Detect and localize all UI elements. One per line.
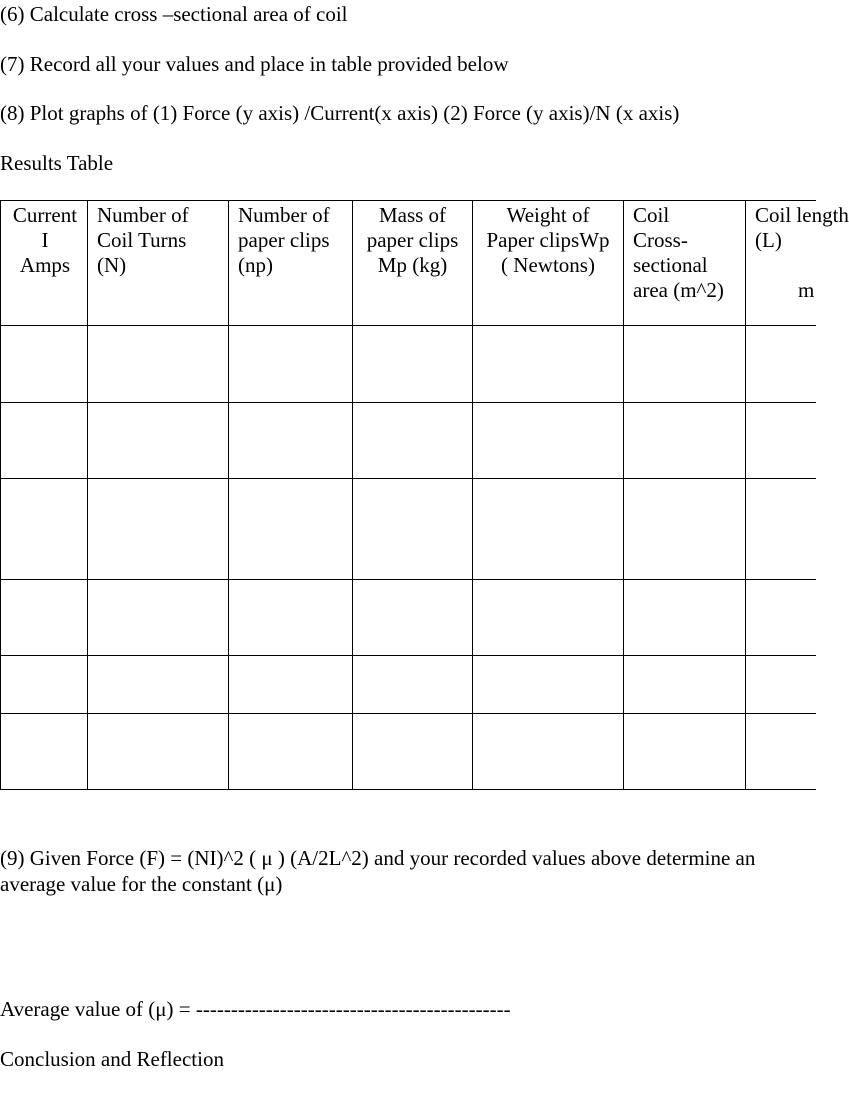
table-cell[interactable] — [229, 326, 352, 402]
header-coil-length — [755, 203, 849, 303]
table-cell[interactable] — [473, 656, 623, 713]
results-table-title: Results Table — [0, 151, 114, 175]
step-9-line: (9) Given Force (F) = (NI)^2 ( μ ) (A/2L^2) and your recorded values above determine an — [0, 846, 756, 870]
table-cell[interactable] — [353, 580, 472, 655]
header-current-line: I — [41, 228, 49, 252]
header-mass-line: paper clips — [366, 228, 459, 252]
table-cell[interactable] — [624, 479, 745, 579]
table-cell[interactable] — [88, 326, 228, 402]
table-cell[interactable] — [353, 326, 472, 402]
header-coil-turns-line: Coil Turns — [97, 228, 187, 252]
header-weight-line: ( Newtons) — [501, 253, 595, 277]
table-cell[interactable] — [624, 326, 745, 402]
header-weight-line: Weight of — [506, 203, 590, 227]
header-weight-line: Paper clipsWp — [486, 228, 610, 252]
table-cell[interactable] — [473, 580, 623, 655]
table-cell[interactable] — [353, 714, 472, 789]
header-coil-length-line: m — [798, 278, 815, 302]
table-cell[interactable] — [88, 580, 228, 655]
table-cell[interactable] — [353, 403, 472, 478]
table-cell[interactable] — [1, 580, 87, 655]
table-cell[interactable] — [229, 656, 352, 713]
header-coil-length-line: (L) — [755, 228, 782, 252]
table-cell[interactable] — [229, 580, 352, 655]
header-mass-line: Mp (kg) — [377, 253, 448, 277]
header-paper-clips-line: (np) — [238, 253, 273, 277]
header-paper-clips — [238, 203, 330, 278]
table-cell[interactable] — [1, 326, 87, 402]
step-9-instruction — [0, 845, 816, 897]
header-coil-turns-line: Number of — [97, 203, 189, 227]
table-cell[interactable] — [1, 403, 87, 478]
table-cell[interactable] — [229, 714, 352, 789]
table-cell[interactable] — [746, 656, 816, 713]
header-weight — [473, 203, 623, 278]
table-cell[interactable] — [746, 403, 816, 478]
conclusion-heading: Conclusion and Reflection — [0, 1047, 224, 1071]
table-cell[interactable] — [88, 479, 228, 579]
header-coil-turns — [97, 203, 189, 278]
header-area-line: Coil — [633, 203, 670, 227]
table-cell[interactable] — [473, 714, 623, 789]
table-cell[interactable] — [1, 479, 87, 579]
table-cell[interactable] — [1, 714, 87, 789]
header-coil-turns-line: (N) — [97, 253, 127, 277]
table-cell[interactable] — [473, 403, 623, 478]
step-9-line: average value for the constant (μ) — [0, 872, 283, 896]
table-cell[interactable] — [746, 580, 816, 655]
average-value-field[interactable]: Average value of (μ) = --------------------------------------------- — [0, 997, 511, 1021]
table-cell[interactable] — [473, 326, 623, 402]
table-cell[interactable] — [229, 479, 352, 579]
table-cell[interactable] — [746, 479, 816, 579]
table-cell[interactable] — [624, 580, 745, 655]
table-cell[interactable] — [473, 479, 623, 579]
instruction-step-8: (8) Plot graphs of (1) Force (y axis) /Current(x axis) (2) Force (y axis)/N (x axis) — [0, 101, 680, 125]
header-paper-clips-line: Number of — [238, 203, 330, 227]
table-border-top — [0, 200, 816, 201]
header-mass-line: Mass of — [378, 203, 447, 227]
table-cell[interactable] — [88, 403, 228, 478]
table-cell[interactable] — [746, 326, 816, 402]
header-mass — [353, 203, 472, 278]
header-cross-sectional-area — [633, 203, 724, 303]
table-cell[interactable] — [1, 656, 87, 713]
header-area-line: sectional — [633, 253, 708, 277]
header-area-line: Cross- — [633, 228, 688, 252]
header-area-line: area (m^2) — [633, 278, 724, 302]
table-cell[interactable] — [88, 714, 228, 789]
header-coil-length-line — [755, 253, 816, 278]
table-cell[interactable] — [88, 656, 228, 713]
table-cell[interactable] — [353, 479, 472, 579]
table-cell[interactable] — [624, 656, 745, 713]
header-paper-clips-line: paper clips — [238, 228, 330, 252]
results-table — [0, 200, 849, 790]
table-cell[interactable] — [624, 403, 745, 478]
header-current-line: Current — [12, 203, 78, 227]
table-cell[interactable] — [624, 714, 745, 789]
instruction-step-6: (6) Calculate cross –sectional area of coil — [0, 2, 348, 26]
header-coil-length-line: Coil length — [755, 203, 849, 227]
instruction-step-7: (7) Record all your values and place in table provided below — [0, 52, 509, 76]
table-cell[interactable] — [353, 656, 472, 713]
table-border-bottom — [0, 789, 816, 790]
header-current — [3, 203, 87, 278]
header-current-line: Amps — [19, 253, 71, 277]
table-cell[interactable] — [746, 714, 816, 789]
table-cell[interactable] — [229, 403, 352, 478]
